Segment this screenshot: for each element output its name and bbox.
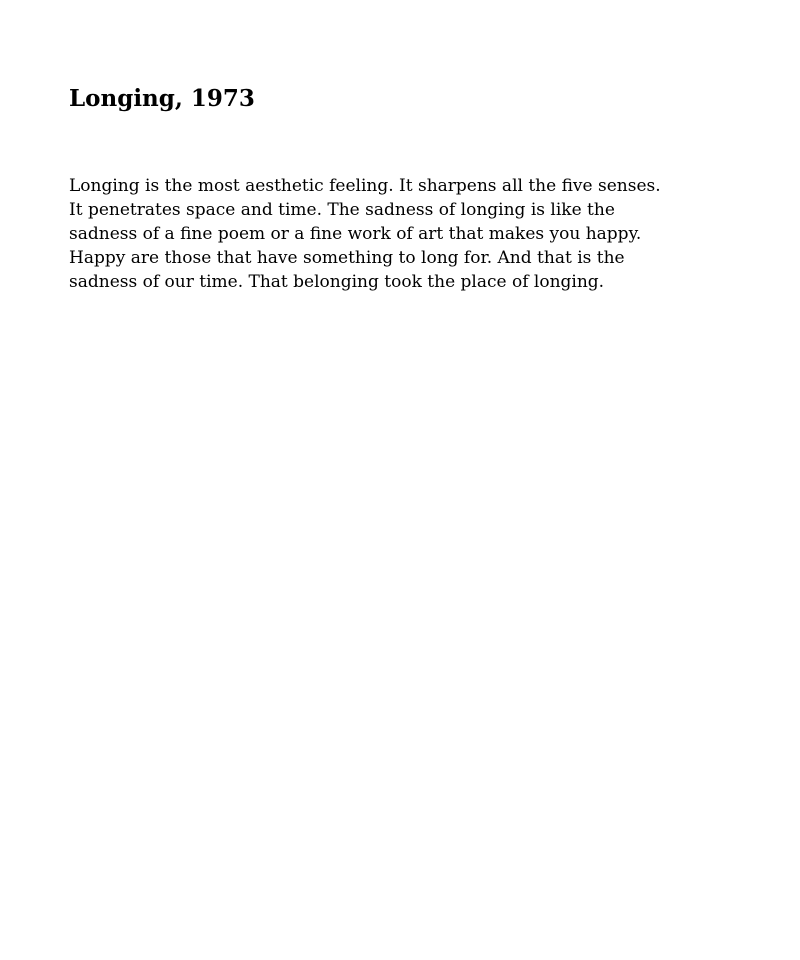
body-line: sadness of a fine poem or a fine work of art that makes you happy. [69,224,642,244]
body-line: Happy are those that have something to long for. And that is the [69,248,625,268]
document-body [69,174,661,294]
body-line: sadness of our time. That belonging took the place of longing. [69,272,605,292]
body-line: Longing is the most aesthetic feeling. It sharpens all the five senses. [69,176,661,196]
body-line: It penetrates space and time. The sadness of longing is like the [69,200,615,220]
document-title: Longing, 1973 [69,85,255,112]
